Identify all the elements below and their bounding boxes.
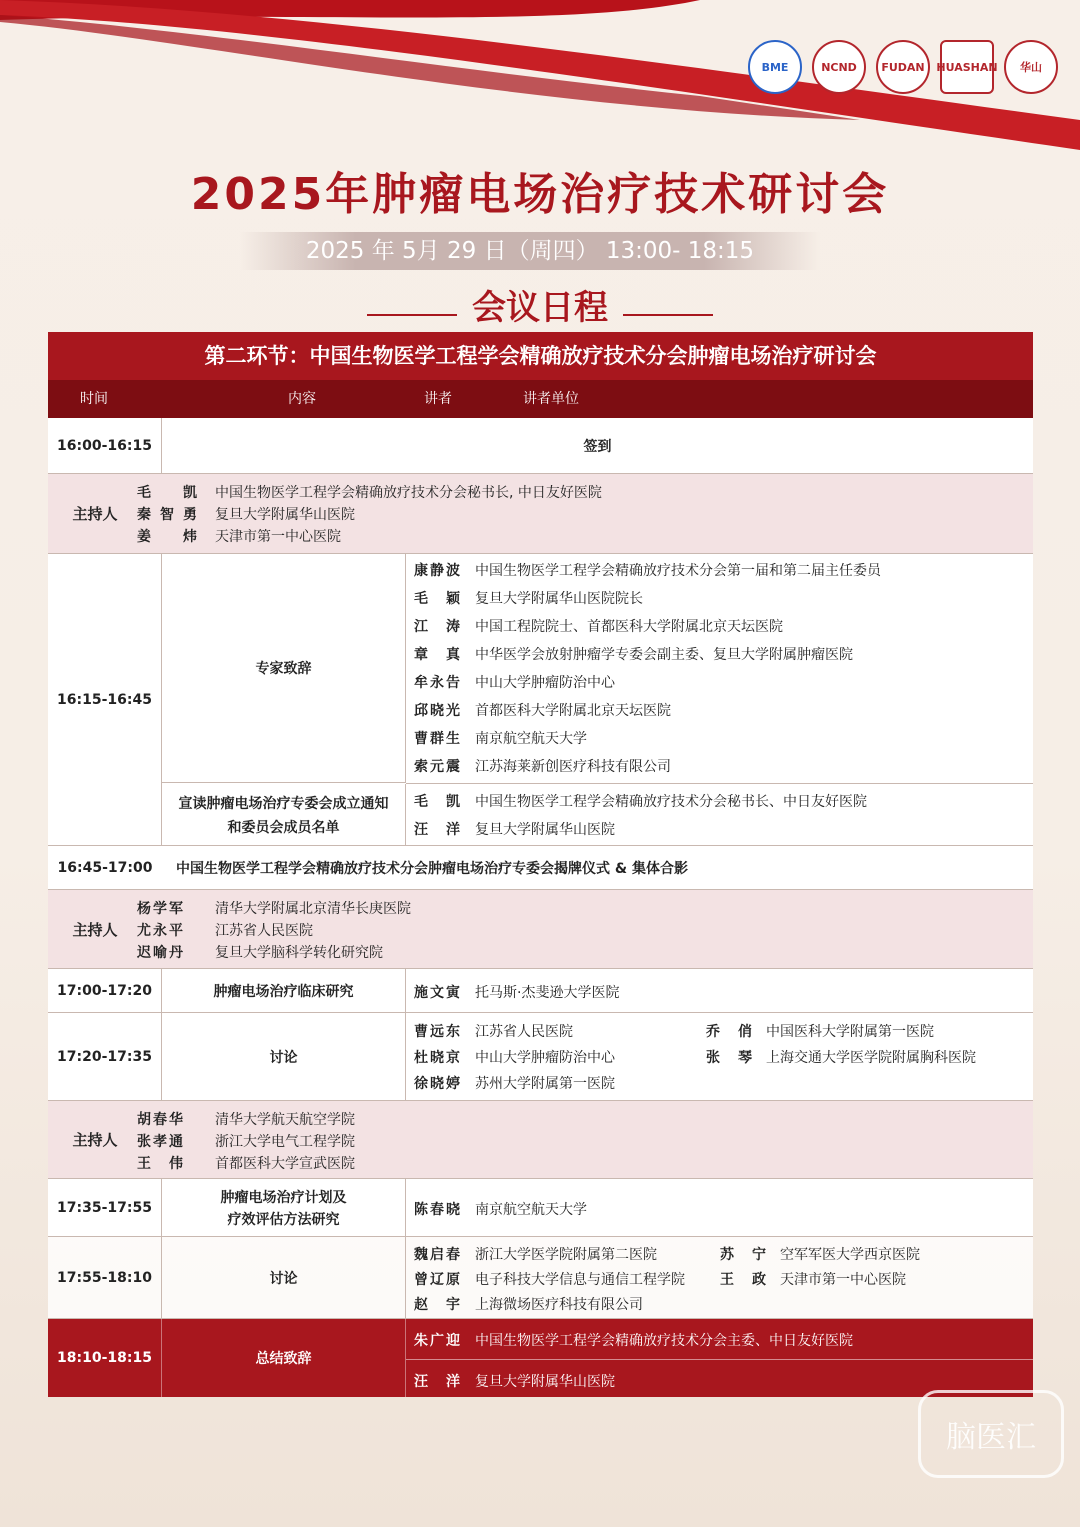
row-content: 专家致辞 [162,554,406,783]
row-time: 18:10-18:15 [48,1319,162,1397]
agenda-table [48,332,1033,1397]
huashan-hospital-logo: HUASHAN [940,40,994,94]
agenda-row-unveiling [48,846,1033,890]
event-date: 2025 年 5月 29 日（周四） 13:00- 18:15 [240,232,820,270]
agenda-heading: 会议日程 [472,288,608,328]
row-content: 肿瘤电场治疗计划及 疗效评估方法研究 [162,1179,406,1236]
host-row-1: 主持人 毛 凯 中国生物医学工程学会精确放疗技术分会秘书长, 中日友好医院 秦智勇 复旦大学附属华山医院 姜 炜 天津市第一中心医院 [48,474,1033,554]
row-content: 讨论 [162,1237,406,1318]
agenda-row-discussion-2: 17:55-18:10 讨论 魏启春 浙江大学医学院附属第二医院 曾辽原 电子科技大学信息与通信工程学院 赵 宇 上海微场医疗科技有限公司 苏 宁 空军军医大学西京医院 王 政 天津市第一中心医院 [48,1237,1033,1319]
row-content: 肿瘤电场治疗临床研究 [162,969,406,1012]
section-title: 第二环节：中国生物医学工程学会精确放疗技术分会肿瘤电场治疗研讨会 [48,332,1033,380]
subtitle-line-left [367,314,457,316]
col-content: 内容 [288,391,316,407]
page-title: 2025年肿瘤电场治疗技术研讨会 [190,169,890,220]
col-speaker: 讲者 [424,391,452,407]
host-row-2: 主持人 杨学军 清华大学附属北京清华长庚医院 尤永平 江苏省人民医院 迟喻丹 复旦大学脑科学转化研究院 [48,890,1033,969]
col-time: 时间 [80,391,108,407]
agenda-row-discussion-1: 17:20-17:35 讨论 曹远东 江苏省人民医院 杜晓京 中山大学肿瘤防治中心 徐晓婷 苏州大学附属第一医院 乔 俏 中国医科大学附属第一医院 张 琴 上海交通大学医学院附属胸科医院 [48,1013,1033,1101]
row-content: 中国生物医学工程学会精确放疗技术分会肿瘤电场治疗专委会揭牌仪式 & 集体合影 [176,860,688,877]
row-time: 16:00-16:15 [48,418,162,473]
row-content: 总结致辞 [162,1319,406,1397]
row-time: 17:20-17:35 [48,1013,162,1100]
host-label: 主持人 [72,505,118,523]
row-content-announcement: 宣读肿瘤电场治疗专委会成立通知 和委员会成员名单 [162,784,406,845]
agenda-row-planning: 17:35-17:55 肿瘤电场治疗计划及 疗效评估方法研究 陈春晓 南京航空航天大学 [48,1179,1033,1237]
ncnd-logo: NCND [812,40,866,94]
host-label: 主持人 [72,920,118,939]
fudan-logo: FUDAN [876,40,930,94]
logo-row [748,40,1058,94]
row-content: 讨论 [162,1013,406,1100]
host-label: 主持人 [72,1131,118,1149]
agenda-row-signin [48,418,1033,474]
agenda-row-remarks: 16:15-16:45 专家致辞 宣读肿瘤电场治疗专委会成立通知 和委员会成员名单 康静波 中国生物医学工程学会精确放疗技术分会第一届和第二届主任委员 毛 颖 复旦大学附属华山医院院长 江 涛 中国工程院院士、首都医科大学附属北京天坛医院 章 真 中华医学会放射肿瘤学专委会副主委、复旦大学附属肿瘤医院 牟永告 中山大学肿瘤防治中心 邱晓光 首都医科大学附属北京天坛医院 曹群生 南京航空航天大学 索元震 江苏海莱新创医疗科技有限公司 毛 凯 中国生物医学工程学会精确放疗技术分会秘书长、中日友好医院 汪 洋 复旦大学附属华山医院 [48,554,1033,846]
row-time: 16:15-16:45 [48,554,162,845]
bme-logo: BME [748,40,802,94]
subtitle-wrap [0,280,1080,329]
row-time: 17:00-17:20 [48,969,162,1012]
subtitle-line-right [623,314,713,316]
agenda-row-closing: 18:10-18:15 总结致辞 朱广迎 中国生物医学工程学会精确放疗技术分会主委、中日友好医院 汪 洋 复旦大学附属华山医院 [48,1319,1033,1397]
host-row-3: 主持人 胡春华 清华大学航天航空学院 张孝通 浙江大学电气工程学院 王 伟 首都医科大学宣武医院 [48,1101,1033,1179]
row-divider [406,783,1033,784]
col-unit: 讲者单位 [523,391,579,407]
agenda-row-clinical: 17:00-17:20 肿瘤电场治疗临床研究 施文寅 托马斯·杰斐逊大学医院 [48,969,1033,1013]
huashan-logo: 华山 [1004,40,1058,94]
row-time: 16:45-17:00 [57,859,153,876]
row-content: 签到 [583,438,612,455]
watermark-logo: 脑医汇 [918,1390,1064,1478]
column-headers [48,380,1033,418]
row-time: 17:35-17:55 [48,1179,162,1236]
row-time: 17:55-18:10 [48,1237,162,1318]
row-divider [406,1359,1033,1360]
